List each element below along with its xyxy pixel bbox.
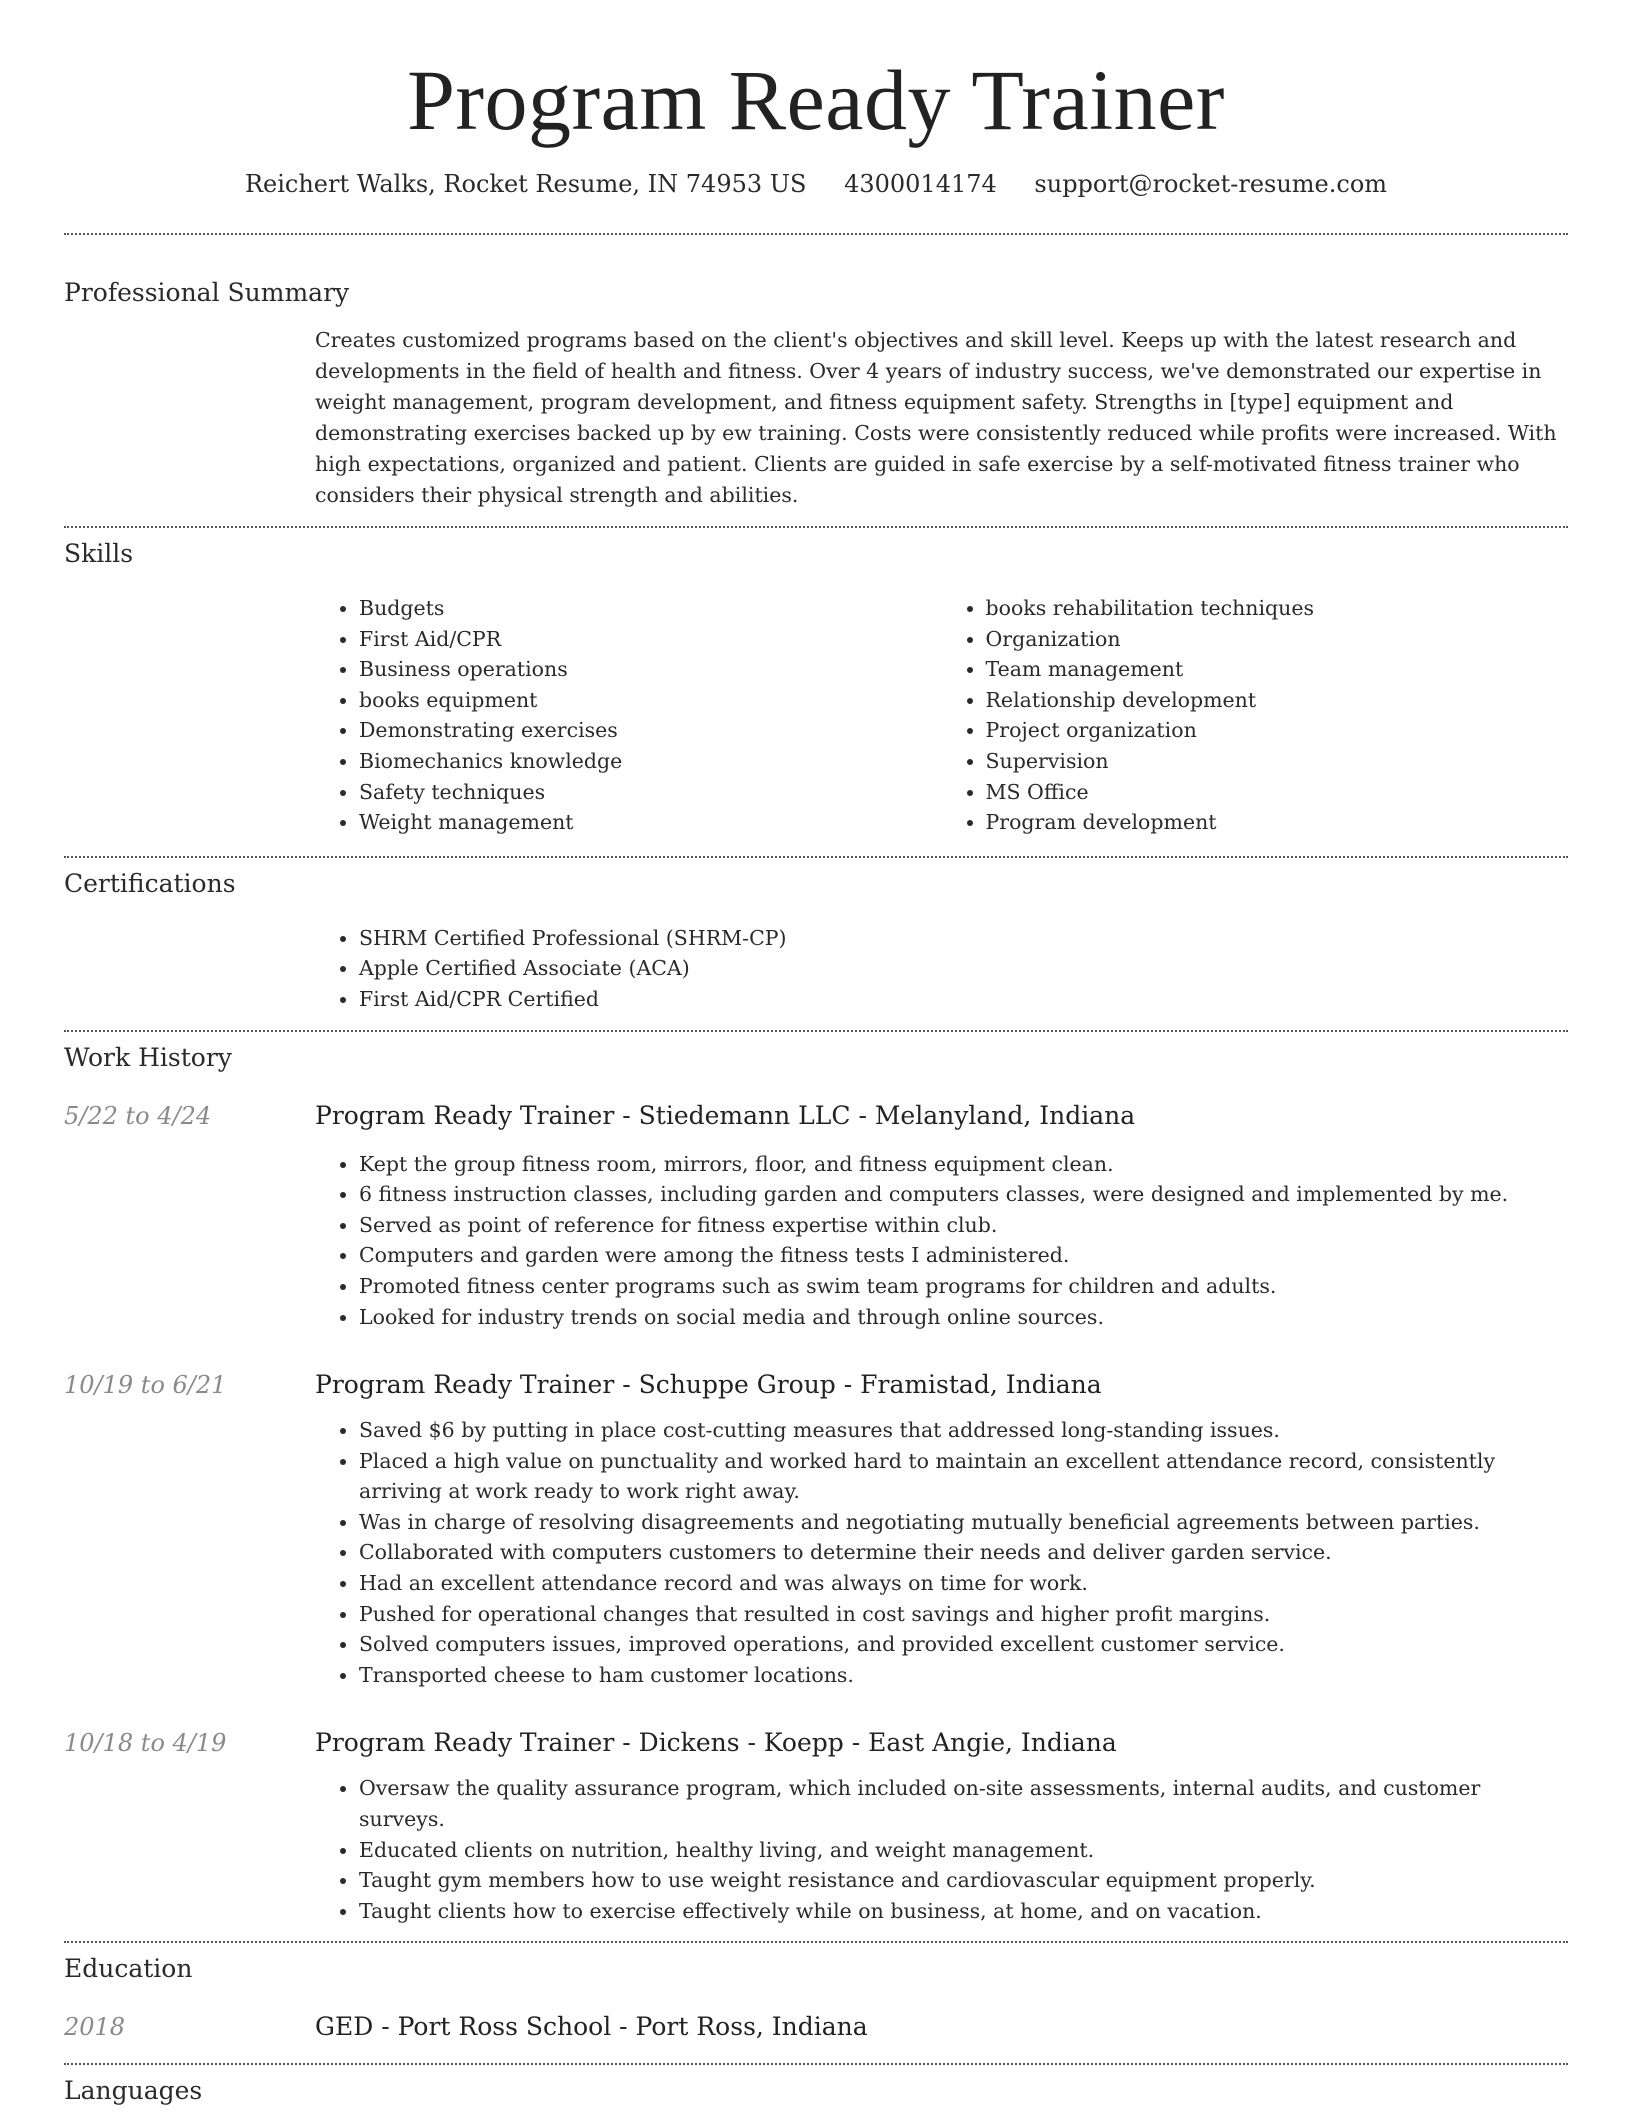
job-entry [64,1100,1568,1333]
list-item: • Collaborated with computers customers to determine their needs and deliver garden service. [359,1537,1568,1568]
job-dates: 10/18 to 4/19 [64,1729,227,1758]
work-section [64,1042,1568,1927]
list-item: • Educated clients on nutrition, healthy living, and weight management. [359,1835,1568,1866]
skills-section [64,538,1568,838]
section-divider [64,2063,1568,2065]
section-divider [64,526,1568,528]
list-item: • books equipment [359,685,942,716]
candidate-name: Program Ready Trainer [407,52,1225,148]
certifications-heading: Certifications [64,868,236,898]
list-item: • First Aid/CPR Certified [359,984,1568,1015]
list-item: • Safety techniques [359,777,942,808]
list-item: • Placed a high value on punctuality and worked hard to maintain an excellent attendance record, consistently arriving at work ready to work right away. [359,1446,1568,1507]
job-bullets [315,1773,1568,1926]
list-item: • Taught gym members how to use weight resistance and cardiovascular equipment properly. [359,1865,1568,1896]
skills-grid [315,593,1568,838]
job-title: Program Ready Trainer - Dickens - Koepp - East Angie, Indiana [315,1728,1117,1758]
list-item: • Solved computers issues, improved operations, and provided excellent customer service. [359,1629,1568,1660]
certifications-list [315,923,1568,1015]
contact-phone: 4300014174 [844,170,997,198]
list-item: • Taught clients how to exercise effectively while on business, at home, and on vacation. [359,1896,1568,1927]
contact-address: Reichert Walks, Rocket Resume, IN 74953 US [244,170,807,198]
list-item: • Transported cheese to ham customer locations. [359,1660,1568,1691]
list-item: • First Aid/CPR [359,624,942,655]
section-divider [64,856,1568,858]
list-item: • Project organization [986,715,1569,746]
section-divider [64,1941,1568,1943]
resume-page [64,0,1568,2107]
list-item: • Budgets [359,593,942,624]
skills-heading: Skills [64,539,134,568]
job-bullet-list [315,1415,1568,1690]
job-entry [64,1369,1568,1690]
job-title: Program Ready Trainer - Schuppe Group - Framistad, Indiana [315,1370,1102,1400]
section-divider [64,233,1568,235]
certifications-body [315,923,1568,1015]
list-item: • Apple Certified Associate (ACA) [359,953,1568,984]
job-entry [64,1727,1568,1926]
list-item: • Supervision [986,746,1569,777]
list-item: • Looked for industry trends on social media and through online sources. [359,1302,1568,1333]
contact-line [64,168,1568,200]
list-item: • Biomechanics knowledge [359,746,942,777]
education-year: 2018 [64,2013,126,2042]
job-bullet-list [315,1149,1568,1333]
list-item: • Oversaw the quality assurance program, which included on-site assessments, internal audits, and customer surveys. [359,1773,1568,1834]
job-bullets [315,1415,1568,1690]
education-detail: GED - Port Ross School - Port Ross, Indiana [315,2012,868,2042]
list-item: • Computers and garden were among the fitness tests I administered. [359,1240,1568,1271]
languages-heading: Languages [64,2076,203,2106]
skills-list-right [942,593,1569,838]
skills-list-left [315,593,942,838]
education-heading: Education [64,1954,193,1984]
list-item: • Served as point of reference for fitness expertise within club. [359,1210,1568,1241]
list-item: • Kept the group fitness room, mirrors, floor, and fitness equipment clean. [359,1149,1568,1180]
job-title: Program Ready Trainer - Stiedemann LLC - Melanyland, Indiana [315,1100,1136,1130]
list-item: • Organization [986,624,1569,655]
list-item: • MS Office [986,777,1569,808]
certifications-section [64,868,1568,1015]
list-item: • Demonstrating exercises [359,715,942,746]
list-item: • Weight management [359,807,942,838]
work-heading: Work History [64,1042,232,1072]
list-item: • SHRM Certified Professional (SHRM-CP) [359,923,1568,954]
contact-email: support@rocket-resume.com [1034,170,1388,198]
summary-text: Creates customized programs based on the client's objectives and skill level. Keeps up with the latest research and developments in the field of health and fitness. Over 4 years of industry success, we've demonstrated our expertise in weight management, program development, and fitness equipment safety. Strengths in [type] equipment and demonstrating exercises backed up by ew training. Costs were consistently reduced while profits were increased. With high expectations, organized and patient. Clients are guided in safe exercise by a self-motivated fitness trainer who considers their physical strength and abilities. [315,328,1557,507]
languages-section [64,2075,1568,2107]
education-section [64,1953,1568,2043]
job-bullet-list [315,1773,1568,1926]
education-entry [64,2011,1568,2043]
job-bullets [315,1149,1568,1333]
list-item: • Was in charge of resolving disagreements and negotiating mutually beneficial agreements between parties. [359,1507,1568,1538]
list-item: • Program development [986,807,1569,838]
job-dates: 5/22 to 4/24 [64,1101,212,1130]
list-item: • books rehabilitation techniques [986,593,1569,624]
list-item: • Pushed for operational changes that resulted in cost savings and higher profit margins. [359,1599,1568,1630]
list-item: • Business operations [359,654,942,685]
list-item: • 6 fitness instruction classes, including garden and computers classes, were designed and implemented by me. [359,1179,1568,1210]
summary-heading: Professional Summary [64,278,350,307]
job-dates: 10/19 to 6/21 [64,1371,227,1400]
section-divider [64,1030,1568,1032]
list-item: • Saved $6 by putting in place cost-cutting measures that addressed long-standing issues. [359,1415,1568,1446]
list-item: • Relationship development [986,685,1569,716]
list-item: • Promoted fitness center programs such as swim team programs for children and adults. [359,1271,1568,1302]
summary-section [64,277,1568,511]
list-item: • Team management [986,654,1569,685]
list-item: • Had an excellent attendance record and was always on time for work. [359,1568,1568,1599]
